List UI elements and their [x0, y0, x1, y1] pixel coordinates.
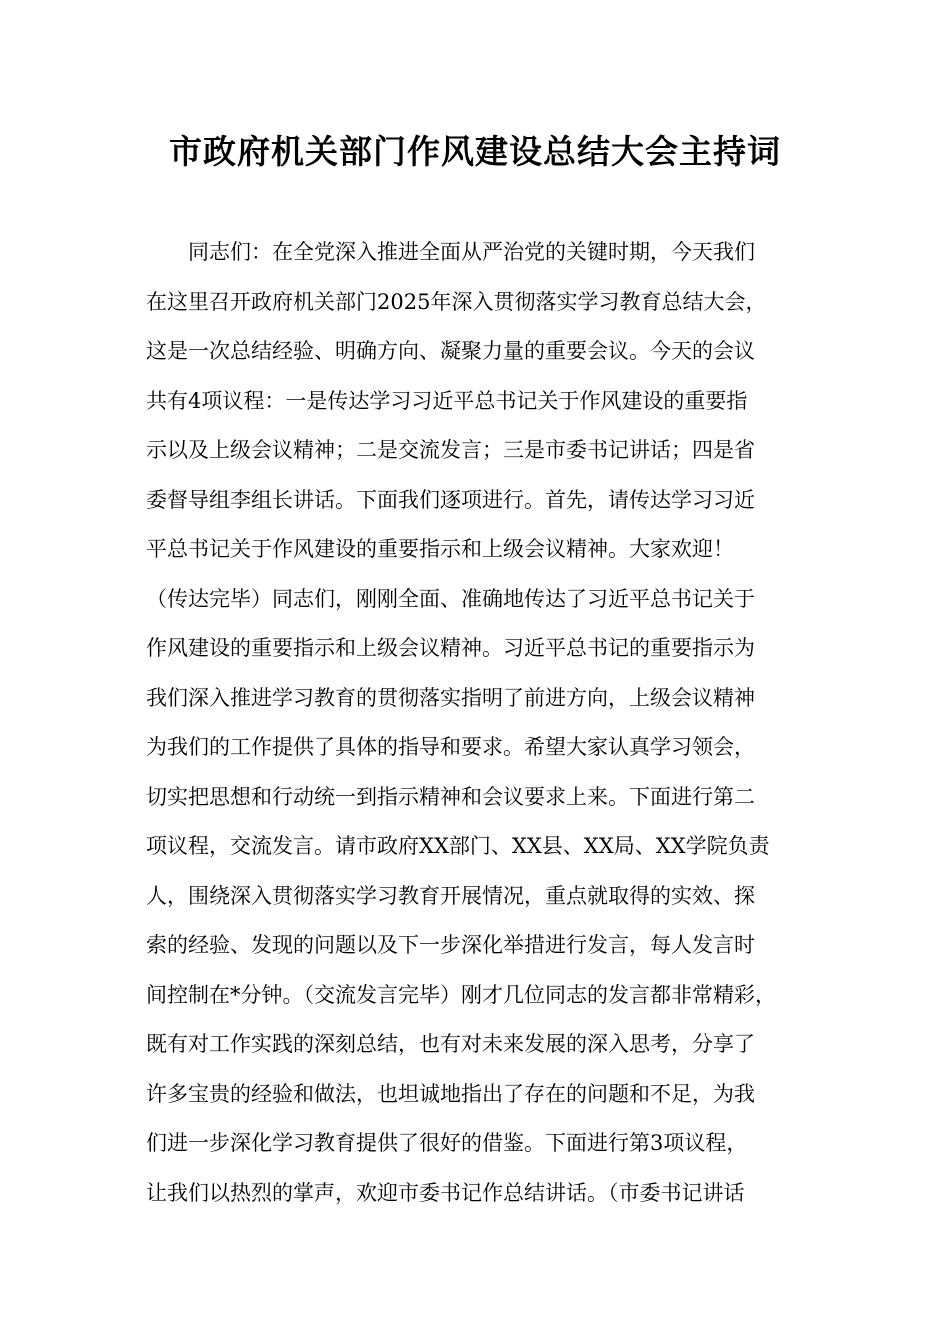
body-line: 人，围绕深入贯彻落实学习教育开展情况，重点就取得的实效、探 [146, 883, 755, 908]
body-line: 委督导组李组长讲话。下面我们逐项进行。首先，请传达学习习近 [146, 487, 755, 512]
body-line: 在这里召开政府机关部门2025年深入贯彻落实学习教育总结大会， [146, 289, 767, 314]
body-line: （传达完毕）同志们，刚刚全面、准确地传达了习近平总书记关于 [146, 586, 755, 611]
body-line: 切实把思想和行动统一到指示精神和会议要求上来。下面进行第二 [146, 784, 755, 809]
body-line: 示以及上级会议精神；二是交流发言；三是市委书记讲话；四是省 [146, 438, 755, 462]
body-line: 既有对工作实践的深刻总结，也有对未来发展的深入思考，分享了 [146, 1032, 755, 1056]
body-line: 作风建设的重要指示和上级会议精神。习近平总书记的重要指示为 [146, 636, 755, 660]
body-line: 项议程，交流发言。请市政府XX部门、XX县、XX局、XX学院负责 [146, 834, 770, 858]
body-line: 为我们的工作提供了具体的指导和要求。希望大家认真学习领会， [146, 735, 755, 759]
document-title: 市政府机关部门作风建设总结大会主持词 [169, 132, 781, 171]
document-body [146, 228, 806, 1218]
body-line: 们进一步深化学习教育提供了很好的借鉴。下面进行第3项议程， [146, 1131, 748, 1155]
body-line: 我们深入推进学习教育的贯彻落实指明了前进方向，上级会议精神 [146, 685, 755, 710]
body-line: 索的经验、发现的问题以及下一步深化举措进行发言，每人发言时 [146, 933, 755, 957]
body-line: 让我们以热烈的掌声，欢迎市委书记作总结讲话。（市委书记讲话 [146, 1180, 745, 1205]
body-line: 间控制在*分钟。（交流发言完毕）刚才几位同志的发言都非常精彩， [146, 982, 776, 1007]
body-line: 许多宝贵的经验和做法，也坦诚地指出了存在的问题和不足，为我 [146, 1081, 755, 1106]
body-line: 这是一次总结经验、明确方向、凝聚力量的重要会议。今天的会议 [146, 339, 755, 363]
body-line: 平总书记关于作风建设的重要指示和上级会议精神。大家欢迎！ [146, 537, 734, 561]
body-line: 同志们：在全党深入推进全面从严治党的关键时期，今天我们 [188, 240, 755, 264]
body-line: 共有4项议程：一是传达学习习近平总书记关于作风建设的重要指 [146, 388, 748, 413]
